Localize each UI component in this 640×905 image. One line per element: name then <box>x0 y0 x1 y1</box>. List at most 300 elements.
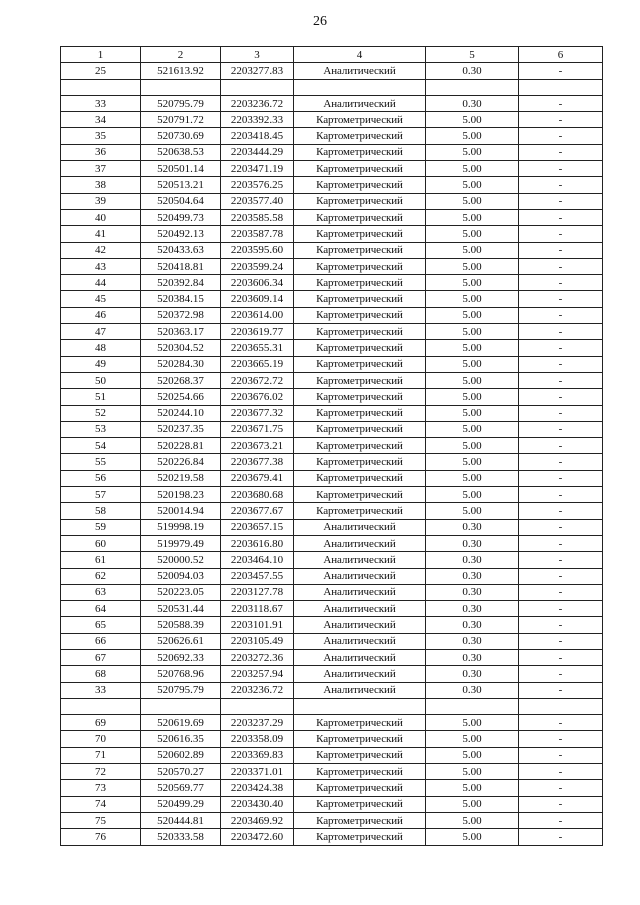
description-cell: - <box>519 95 603 111</box>
method-cell: Аналитический <box>294 95 426 111</box>
description-cell: - <box>519 812 603 828</box>
header-cell-x: 2 <box>141 47 221 63</box>
accuracy-cell: 5.00 <box>426 389 519 405</box>
description-cell: - <box>519 535 603 551</box>
y-coord-cell: 2203277.83 <box>221 63 294 79</box>
table-row <box>61 389 603 405</box>
table-body <box>61 47 603 846</box>
point-cell: 48 <box>61 340 141 356</box>
table-row <box>61 177 603 193</box>
x-coord-cell: 520692.33 <box>141 649 221 665</box>
accuracy-cell: 5.00 <box>426 275 519 291</box>
x-coord-cell: 520094.03 <box>141 568 221 584</box>
y-coord-cell: 2203614.00 <box>221 307 294 323</box>
point-cell: 72 <box>61 764 141 780</box>
y-coord-cell: 2203457.55 <box>221 568 294 584</box>
method-cell: Аналитический <box>294 584 426 600</box>
y-coord-cell: 2203672.72 <box>221 372 294 388</box>
method-cell: Аналитический <box>294 535 426 551</box>
method-cell: Картометрический <box>294 764 426 780</box>
header-cell-y: 3 <box>221 47 294 63</box>
accuracy-cell: 5.00 <box>426 209 519 225</box>
table-row <box>61 340 603 356</box>
method-cell: Картометрический <box>294 731 426 747</box>
x-coord-cell: 520284.30 <box>141 356 221 372</box>
point-cell: 61 <box>61 552 141 568</box>
x-coord-cell: 520237.35 <box>141 421 221 437</box>
table-row <box>61 405 603 421</box>
y-coord-cell: 2203599.24 <box>221 258 294 274</box>
point-cell: 60 <box>61 535 141 551</box>
point-cell <box>61 79 141 95</box>
point-cell: 67 <box>61 649 141 665</box>
x-coord-cell: 520000.52 <box>141 552 221 568</box>
table-row <box>61 63 603 79</box>
accuracy-cell: 5.00 <box>426 356 519 372</box>
description-cell: - <box>519 764 603 780</box>
table-row <box>61 731 603 747</box>
accuracy-cell: 0.30 <box>426 601 519 617</box>
method-cell: Картометрический <box>294 715 426 731</box>
description-cell: - <box>519 584 603 600</box>
accuracy-cell: 5.00 <box>426 340 519 356</box>
point-cell: 25 <box>61 63 141 79</box>
accuracy-cell: 0.30 <box>426 519 519 535</box>
y-coord-cell: 2203619.77 <box>221 324 294 340</box>
point-cell: 45 <box>61 291 141 307</box>
method-cell: Картометрический <box>294 209 426 225</box>
y-coord-cell: 2203585.58 <box>221 209 294 225</box>
x-coord-cell: 520433.63 <box>141 242 221 258</box>
accuracy-cell: 0.30 <box>426 633 519 649</box>
point-cell: 56 <box>61 470 141 486</box>
point-cell: 33 <box>61 682 141 698</box>
description-cell: - <box>519 649 603 665</box>
y-coord-cell: 2203424.38 <box>221 780 294 796</box>
method-cell: Аналитический <box>294 666 426 682</box>
accuracy-cell: 5.00 <box>426 829 519 845</box>
x-coord-cell: 520223.05 <box>141 584 221 600</box>
description-cell: - <box>519 144 603 160</box>
x-coord-cell: 520363.17 <box>141 324 221 340</box>
accuracy-cell: 0.30 <box>426 584 519 600</box>
x-coord-cell: 520616.35 <box>141 731 221 747</box>
y-coord-cell: 2203609.14 <box>221 291 294 307</box>
description-cell: - <box>519 242 603 258</box>
separator-row <box>61 79 603 95</box>
method-cell: Картометрический <box>294 747 426 763</box>
accuracy-cell: 5.00 <box>426 144 519 160</box>
y-coord-cell: 2203655.31 <box>221 340 294 356</box>
accuracy-cell: 0.30 <box>426 649 519 665</box>
table-row <box>61 780 603 796</box>
table-row <box>61 584 603 600</box>
y-coord-cell: 2203671.75 <box>221 421 294 437</box>
description-cell: - <box>519 682 603 698</box>
method-cell: Картометрический <box>294 405 426 421</box>
point-cell: 39 <box>61 193 141 209</box>
description-cell: - <box>519 503 603 519</box>
y-coord-cell: 2203444.29 <box>221 144 294 160</box>
description-cell: - <box>519 617 603 633</box>
description-cell: - <box>519 226 603 242</box>
accuracy-cell: 5.00 <box>426 372 519 388</box>
accuracy-cell: 5.00 <box>426 780 519 796</box>
accuracy-cell: 5.00 <box>426 307 519 323</box>
table-row <box>61 128 603 144</box>
x-coord-cell <box>141 698 221 714</box>
x-coord-cell: 520619.69 <box>141 715 221 731</box>
method-cell <box>294 79 426 95</box>
method-cell: Картометрический <box>294 307 426 323</box>
description-cell: - <box>519 796 603 812</box>
point-cell: 64 <box>61 601 141 617</box>
y-coord-cell: 2203587.78 <box>221 226 294 242</box>
method-cell <box>294 698 426 714</box>
y-coord-cell: 2203679.41 <box>221 470 294 486</box>
accuracy-cell: 0.30 <box>426 682 519 698</box>
header-cell-point: 1 <box>61 47 141 63</box>
accuracy-cell: 0.30 <box>426 552 519 568</box>
x-coord-cell: 519998.19 <box>141 519 221 535</box>
header-cell-method: 4 <box>294 47 426 63</box>
table-row <box>61 372 603 388</box>
method-cell: Картометрический <box>294 780 426 796</box>
method-cell: Картометрический <box>294 421 426 437</box>
x-coord-cell: 520795.79 <box>141 95 221 111</box>
point-cell: 66 <box>61 633 141 649</box>
y-coord-cell: 2203471.19 <box>221 161 294 177</box>
method-cell: Картометрический <box>294 242 426 258</box>
x-coord-cell: 520602.89 <box>141 747 221 763</box>
point-cell: 59 <box>61 519 141 535</box>
description-cell: - <box>519 389 603 405</box>
header-cell-accuracy: 5 <box>426 47 519 63</box>
x-coord-cell: 521613.92 <box>141 63 221 79</box>
point-cell: 49 <box>61 356 141 372</box>
accuracy-cell: 5.00 <box>426 731 519 747</box>
method-cell: Картометрический <box>294 503 426 519</box>
table-row <box>61 258 603 274</box>
accuracy-cell: 5.00 <box>426 438 519 454</box>
method-cell: Аналитический <box>294 601 426 617</box>
description-cell: - <box>519 193 603 209</box>
coordinates-table <box>60 46 603 846</box>
method-cell: Аналитический <box>294 617 426 633</box>
point-cell: 75 <box>61 812 141 828</box>
description-cell: - <box>519 519 603 535</box>
y-coord-cell: 2203464.10 <box>221 552 294 568</box>
accuracy-cell: 5.00 <box>426 258 519 274</box>
table-row <box>61 242 603 258</box>
accuracy-cell: 5.00 <box>426 715 519 731</box>
y-coord-cell: 2203237.29 <box>221 715 294 731</box>
method-cell: Картометрический <box>294 128 426 144</box>
y-coord-cell: 2203101.91 <box>221 617 294 633</box>
y-coord-cell: 2203677.38 <box>221 454 294 470</box>
point-cell: 74 <box>61 796 141 812</box>
x-coord-cell: 520418.81 <box>141 258 221 274</box>
y-coord-cell: 2203677.67 <box>221 503 294 519</box>
x-coord-cell: 520638.53 <box>141 144 221 160</box>
description-cell: - <box>519 372 603 388</box>
y-coord-cell: 2203371.01 <box>221 764 294 780</box>
y-coord-cell: 2203369.83 <box>221 747 294 763</box>
x-coord-cell: 520333.58 <box>141 829 221 845</box>
point-cell: 44 <box>61 275 141 291</box>
header-cell-description: 6 <box>519 47 603 63</box>
table-row <box>61 829 603 845</box>
point-cell: 40 <box>61 209 141 225</box>
y-coord-cell: 2203676.02 <box>221 389 294 405</box>
y-coord-cell: 2203677.32 <box>221 405 294 421</box>
x-coord-cell: 520499.73 <box>141 209 221 225</box>
method-cell: Картометрический <box>294 454 426 470</box>
method-cell: Картометрический <box>294 340 426 356</box>
description-cell: - <box>519 829 603 845</box>
x-coord-cell: 520531.44 <box>141 601 221 617</box>
method-cell: Картометрический <box>294 193 426 209</box>
description-cell: - <box>519 470 603 486</box>
method-cell: Картометрический <box>294 829 426 845</box>
description-cell: - <box>519 128 603 144</box>
table-row <box>61 747 603 763</box>
y-coord-cell: 2203430.40 <box>221 796 294 812</box>
method-cell: Картометрический <box>294 324 426 340</box>
accuracy-cell: 5.00 <box>426 193 519 209</box>
method-cell: Картометрический <box>294 796 426 812</box>
separator-row <box>61 698 603 714</box>
table-row <box>61 144 603 160</box>
accuracy-cell: 5.00 <box>426 291 519 307</box>
y-coord-cell: 2203236.72 <box>221 95 294 111</box>
point-cell: 43 <box>61 258 141 274</box>
method-cell: Картометрический <box>294 112 426 128</box>
description-cell: - <box>519 487 603 503</box>
point-cell: 42 <box>61 242 141 258</box>
point-cell: 69 <box>61 715 141 731</box>
point-cell: 36 <box>61 144 141 160</box>
accuracy-cell: 5.00 <box>426 470 519 486</box>
description-cell: - <box>519 177 603 193</box>
method-cell: Картометрический <box>294 161 426 177</box>
table-row <box>61 291 603 307</box>
point-cell: 38 <box>61 177 141 193</box>
point-cell: 55 <box>61 454 141 470</box>
method-cell: Картометрический <box>294 291 426 307</box>
x-coord-cell: 520219.58 <box>141 470 221 486</box>
table-row <box>61 226 603 242</box>
point-cell: 62 <box>61 568 141 584</box>
table-row <box>61 764 603 780</box>
point-cell: 51 <box>61 389 141 405</box>
y-coord-cell: 2203680.68 <box>221 487 294 503</box>
accuracy-cell: 5.00 <box>426 503 519 519</box>
x-coord-cell: 520268.37 <box>141 372 221 388</box>
method-cell: Картометрический <box>294 356 426 372</box>
method-cell: Аналитический <box>294 519 426 535</box>
accuracy-cell: 5.00 <box>426 454 519 470</box>
method-cell: Картометрический <box>294 812 426 828</box>
method-cell: Аналитический <box>294 682 426 698</box>
accuracy-cell <box>426 79 519 95</box>
x-coord-cell: 520588.39 <box>141 617 221 633</box>
y-coord-cell: 2203673.21 <box>221 438 294 454</box>
point-cell: 73 <box>61 780 141 796</box>
point-cell: 50 <box>61 372 141 388</box>
x-coord-cell: 520444.81 <box>141 812 221 828</box>
x-coord-cell: 520492.13 <box>141 226 221 242</box>
point-cell: 76 <box>61 829 141 845</box>
table-row <box>61 568 603 584</box>
description-cell: - <box>519 63 603 79</box>
description-cell: - <box>519 715 603 731</box>
description-cell: - <box>519 291 603 307</box>
point-cell: 46 <box>61 307 141 323</box>
description-cell: - <box>519 568 603 584</box>
y-coord-cell: 2203127.78 <box>221 584 294 600</box>
page-number: 26 <box>313 14 327 29</box>
table-row <box>61 356 603 372</box>
method-cell: Аналитический <box>294 63 426 79</box>
method-cell: Картометрический <box>294 487 426 503</box>
x-coord-cell: 519979.49 <box>141 535 221 551</box>
table-row <box>61 617 603 633</box>
method-cell: Картометрический <box>294 258 426 274</box>
description-cell: - <box>519 112 603 128</box>
accuracy-cell: 5.00 <box>426 747 519 763</box>
table-row <box>61 209 603 225</box>
y-coord-cell: 2203577.40 <box>221 193 294 209</box>
description-cell: - <box>519 161 603 177</box>
accuracy-cell: 0.30 <box>426 617 519 633</box>
accuracy-cell: 5.00 <box>426 242 519 258</box>
point-cell: 37 <box>61 161 141 177</box>
y-coord-cell: 2203606.34 <box>221 275 294 291</box>
description-cell: - <box>519 666 603 682</box>
y-coord-cell: 2203272.36 <box>221 649 294 665</box>
y-coord-cell: 2203118.67 <box>221 601 294 617</box>
table-row <box>61 470 603 486</box>
point-cell: 58 <box>61 503 141 519</box>
y-coord-cell: 2203665.19 <box>221 356 294 372</box>
x-coord-cell: 520569.77 <box>141 780 221 796</box>
table-row <box>61 601 603 617</box>
description-cell: - <box>519 747 603 763</box>
x-coord-cell: 520730.69 <box>141 128 221 144</box>
point-cell: 65 <box>61 617 141 633</box>
method-cell: Аналитический <box>294 649 426 665</box>
method-cell: Аналитический <box>294 552 426 568</box>
y-coord-cell: 2203657.15 <box>221 519 294 535</box>
x-coord-cell: 520513.21 <box>141 177 221 193</box>
description-cell: - <box>519 438 603 454</box>
x-coord-cell: 520791.72 <box>141 112 221 128</box>
description-cell <box>519 79 603 95</box>
accuracy-cell: 5.00 <box>426 128 519 144</box>
method-cell: Картометрический <box>294 389 426 405</box>
point-cell: 53 <box>61 421 141 437</box>
method-cell: Картометрический <box>294 438 426 454</box>
table-row <box>61 796 603 812</box>
accuracy-cell: 5.00 <box>426 112 519 128</box>
x-coord-cell: 520372.98 <box>141 307 221 323</box>
accuracy-cell: 5.00 <box>426 226 519 242</box>
accuracy-cell: 0.30 <box>426 666 519 682</box>
accuracy-cell: 5.00 <box>426 421 519 437</box>
x-coord-cell: 520499.29 <box>141 796 221 812</box>
method-cell: Картометрический <box>294 226 426 242</box>
point-cell: 57 <box>61 487 141 503</box>
table-row <box>61 487 603 503</box>
method-cell: Аналитический <box>294 633 426 649</box>
accuracy-cell: 0.30 <box>426 568 519 584</box>
x-coord-cell: 520501.14 <box>141 161 221 177</box>
description-cell: - <box>519 307 603 323</box>
accuracy-cell: 0.30 <box>426 95 519 111</box>
method-cell: Картометрический <box>294 372 426 388</box>
x-coord-cell: 520384.15 <box>141 291 221 307</box>
table-row <box>61 812 603 828</box>
accuracy-cell: 5.00 <box>426 764 519 780</box>
method-cell: Аналитический <box>294 568 426 584</box>
table-row <box>61 503 603 519</box>
y-coord-cell: 2203236.72 <box>221 682 294 698</box>
x-coord-cell: 520570.27 <box>141 764 221 780</box>
table-row <box>61 715 603 731</box>
x-coord-cell: 520198.23 <box>141 487 221 503</box>
description-cell: - <box>519 209 603 225</box>
x-coord-cell: 520795.79 <box>141 682 221 698</box>
y-coord-cell <box>221 698 294 714</box>
point-cell: 47 <box>61 324 141 340</box>
table-row <box>61 682 603 698</box>
description-cell: - <box>519 780 603 796</box>
x-coord-cell: 520392.84 <box>141 275 221 291</box>
method-cell: Картометрический <box>294 177 426 193</box>
table-row <box>61 324 603 340</box>
x-coord-cell <box>141 79 221 95</box>
table-row <box>61 552 603 568</box>
method-cell: Картометрический <box>294 470 426 486</box>
y-coord-cell: 2203469.92 <box>221 812 294 828</box>
description-cell: - <box>519 340 603 356</box>
description-cell: - <box>519 552 603 568</box>
description-cell: - <box>519 258 603 274</box>
y-coord-cell: 2203392.33 <box>221 112 294 128</box>
accuracy-cell: 5.00 <box>426 796 519 812</box>
point-cell: 68 <box>61 666 141 682</box>
description-cell: - <box>519 454 603 470</box>
description-cell: - <box>519 405 603 421</box>
y-coord-cell: 2203576.25 <box>221 177 294 193</box>
point-cell: 70 <box>61 731 141 747</box>
description-cell: - <box>519 356 603 372</box>
x-coord-cell: 520504.64 <box>141 193 221 209</box>
x-coord-cell: 520626.61 <box>141 633 221 649</box>
header-row <box>61 47 603 63</box>
point-cell: 41 <box>61 226 141 242</box>
y-coord-cell: 2203616.80 <box>221 535 294 551</box>
point-cell: 54 <box>61 438 141 454</box>
table-row <box>61 112 603 128</box>
table-row <box>61 193 603 209</box>
accuracy-cell: 5.00 <box>426 405 519 421</box>
method-cell: Картометрический <box>294 275 426 291</box>
description-cell: - <box>519 633 603 649</box>
y-coord-cell: 2203472.60 <box>221 829 294 845</box>
accuracy-cell: 0.30 <box>426 535 519 551</box>
